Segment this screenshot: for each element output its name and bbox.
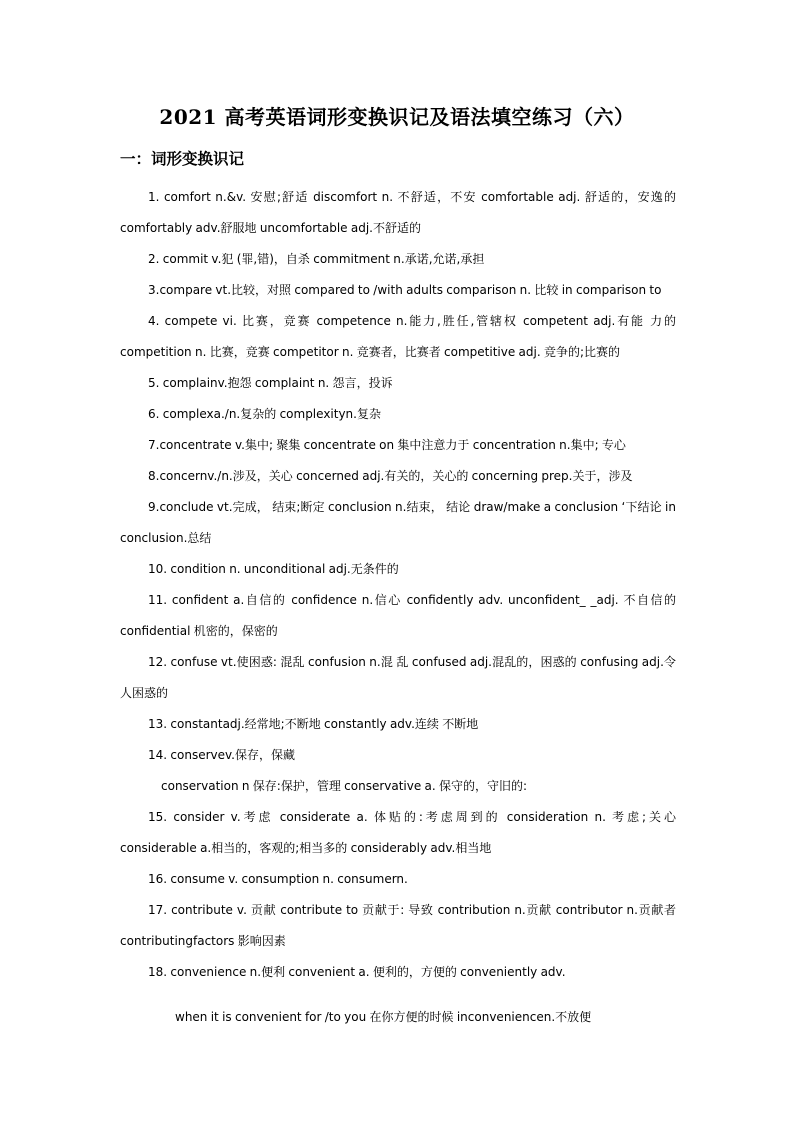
entry-concern: 8.concernv./n.涉及，关心 concerned adj.有关的，关心的 concerning prep.关于，涉及 xyxy=(148,469,633,483)
entry-concentrate: 7.concentrate v.集中; 聚集 concentrate on 集中注意力于 concentration n.集中; 专心 xyxy=(148,438,626,452)
entry-constant: 13. constantadj.经常地;不断地 constantly adv.连续 不断地 xyxy=(148,717,479,731)
entry-commit: 2. commit v.犯 (罪,错)，自杀 commitment n.承诺,允诺,承担 xyxy=(148,252,485,266)
entry-consider: 15. consider v.考虑 considerate a. 体贴的:考虑周到的 consideration n. 考虑;关心 considerable a.相当的，客观的;相当多的 considerably adv.相当地 xyxy=(120,810,676,855)
entry-convenience: 18. convenience n.便利 convenient a. 便利的，方便的 conveniently adv. xyxy=(148,965,566,979)
vocabulary-list xyxy=(120,182,676,1033)
entry-complex: 6. complexa./n.复杂的 complexityn.复杂 xyxy=(148,407,381,421)
entry-condition: 10. condition n. unconditional adj.无条件的 xyxy=(148,562,399,576)
entry-confuse: 12. confuse vt.使困惑: 混乱 confusion n.混 乱 confused adj.混乱的，困惑的 confusing adj.令人困惑的 xyxy=(120,655,676,700)
entry-confident: 11. confident a.自信的 confidence n.信心 confidently adv. unconfident_ _adj. 不自信的 confidential 机密的，保密的 xyxy=(120,593,676,638)
entry-conserve: 14. conservev.保存，保藏 xyxy=(148,748,295,762)
entry-comfort: 1. comfort n.&v. 安慰;舒适 discomfort n. 不舒适，不安 comfortable adj. 舒适的，安逸的 comfortably adv.舒服地 uncomfortable adj.不舒适的 xyxy=(120,190,676,235)
entry-compete: 4. compete vi. 比赛，竞赛 competence n.能力,胜任,管辖权 competent adj.有能 力的 competition n. 比赛，竞赛 competitor n. 竞赛者，比赛者 competitive adj. 竞争的;比赛的 xyxy=(120,314,676,359)
entry-compare: 3.compare vt.比较，对照 compared to /with adults comparison n. 比较 in comparison to xyxy=(148,283,662,297)
document-title: 2021 高考英语词形变换识记及语法填空练习（六） xyxy=(159,105,635,129)
entry-conclude: 9.conclude vt.完成， 结束;断定 conclusion n.结束， 结论 draw/make a conclusion ‘下结论 in conclusion.总结 xyxy=(120,500,676,545)
entry-convenience-continued: when it is convenient for /to you 在你方便的时候 inconveniencen.不放便 xyxy=(175,1010,592,1024)
entry-conserve-continued: conservation n 保存:保护，管理 conservative a. 保守的，守旧的: xyxy=(161,779,528,793)
entry-complain: 5. complainv.抱怨 complaint n. 怨言，投诉 xyxy=(148,376,393,390)
entry-contribute: 17. contribute v. 贡献 contribute to 贡献于: 导致 contribution n.贡献 contributor n.贡献者 contributingfactors 影响因素 xyxy=(120,903,676,948)
entry-consume: 16. consume v. consumption n. consumern. xyxy=(148,872,408,886)
section-heading: 一：词形变换识记 xyxy=(120,150,245,168)
